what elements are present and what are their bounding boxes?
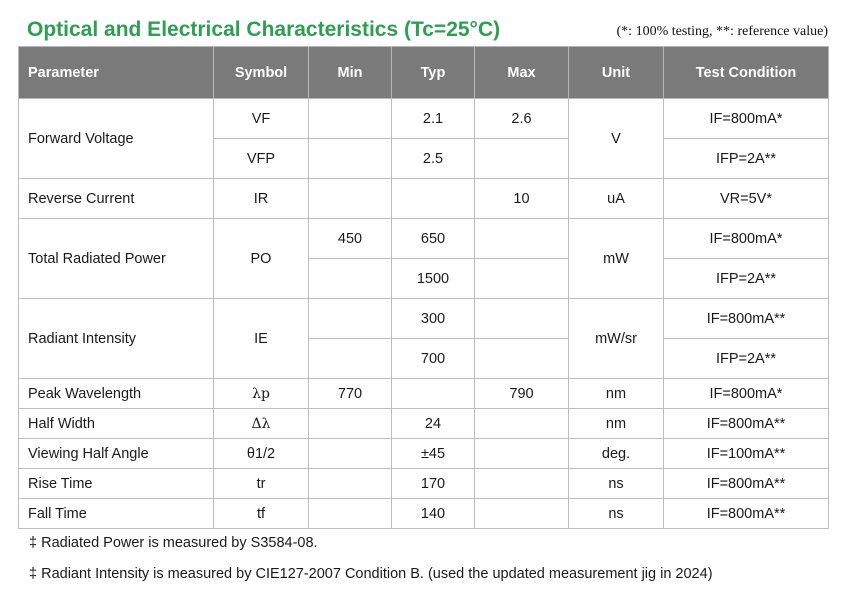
typ-cell: 650 — [392, 219, 475, 259]
max-cell — [475, 409, 569, 439]
max-cell: 790 — [475, 379, 569, 409]
unit-cell: ns — [569, 499, 664, 529]
table-row — [19, 99, 829, 139]
symbol-cell: λp — [214, 379, 309, 409]
max-cell — [475, 299, 569, 339]
condition-cell: IFP=2A** — [664, 339, 829, 379]
characteristics-table — [18, 46, 829, 529]
table-row — [19, 379, 829, 409]
condition-cell: IFP=2A** — [664, 259, 829, 299]
min-cell — [309, 299, 392, 339]
min-cell — [309, 439, 392, 469]
condition-cell: IFP=2A** — [664, 139, 829, 179]
page-title: Optical and Electrical Characteristics (Tc=25°C) — [27, 18, 501, 41]
parameter-cell: Half Width — [19, 409, 214, 439]
symbol-cell: VFP — [214, 139, 309, 179]
typ-cell — [392, 379, 475, 409]
symbol-cell: θ1/2 — [214, 439, 309, 469]
table-header-row — [19, 47, 829, 99]
typ-cell: 300 — [392, 299, 475, 339]
table-row — [19, 469, 829, 499]
typ-cell: 700 — [392, 339, 475, 379]
min-cell — [309, 339, 392, 379]
symbol-cell: IE — [214, 299, 309, 379]
max-cell — [475, 339, 569, 379]
header-symbol: Symbol — [214, 47, 309, 99]
header-min: Min — [309, 47, 392, 99]
min-cell — [309, 139, 392, 179]
min-cell — [309, 99, 392, 139]
typ-cell: 1500 — [392, 259, 475, 299]
header-max: Max — [475, 47, 569, 99]
footnote-radiated-power: ‡ Radiated Power is measured by S3584-08. — [29, 535, 318, 551]
header-unit: Unit — [569, 47, 664, 99]
symbol-cell: PO — [214, 219, 309, 299]
typ-cell: 24 — [392, 409, 475, 439]
typ-cell: 140 — [392, 499, 475, 529]
typ-cell: 170 — [392, 469, 475, 499]
parameter-cell: Fall Time — [19, 499, 214, 529]
min-cell — [309, 409, 392, 439]
condition-cell: IF=800mA** — [664, 499, 829, 529]
unit-cell: ns — [569, 469, 664, 499]
condition-cell: IF=100mA** — [664, 439, 829, 469]
parameter-cell: Total Radiated Power — [19, 219, 214, 299]
min-cell: 450 — [309, 219, 392, 259]
min-cell: 770 — [309, 379, 392, 409]
unit-cell: nm — [569, 409, 664, 439]
unit-cell: uA — [569, 179, 664, 219]
header-test-condition: Test Condition — [664, 47, 829, 99]
parameter-cell: Forward Voltage — [19, 99, 214, 179]
max-cell: 10 — [475, 179, 569, 219]
condition-cell: IF=800mA* — [664, 99, 829, 139]
table-row — [19, 409, 829, 439]
symbol-cell: tf — [214, 499, 309, 529]
testing-note: (*: 100% testing, **: reference value) — [616, 24, 828, 39]
min-cell — [309, 499, 392, 529]
table-row — [19, 219, 829, 259]
symbol-cell: Δλ — [214, 409, 309, 439]
condition-cell: IF=800mA** — [664, 299, 829, 339]
symbol-cell: tr — [214, 469, 309, 499]
parameter-cell: Radiant Intensity — [19, 299, 214, 379]
parameter-cell: Viewing Half Angle — [19, 439, 214, 469]
unit-cell: deg. — [569, 439, 664, 469]
max-cell — [475, 259, 569, 299]
unit-cell: V — [569, 99, 664, 179]
symbol-cell: IR — [214, 179, 309, 219]
max-cell — [475, 469, 569, 499]
symbol-cell: VF — [214, 99, 309, 139]
condition-cell: IF=800mA* — [664, 379, 829, 409]
footnote-radiant-intensity: ‡ Radiant Intensity is measured by CIE127-2007 Condition B. (used the updated measurement jig in 2024) — [29, 566, 713, 582]
min-cell — [309, 469, 392, 499]
typ-cell: 2.1 — [392, 99, 475, 139]
parameter-cell: Reverse Current — [19, 179, 214, 219]
table-row — [19, 179, 829, 219]
typ-cell — [392, 179, 475, 219]
condition-cell: IF=800mA** — [664, 409, 829, 439]
condition-cell: IF=800mA* — [664, 219, 829, 259]
max-cell — [475, 499, 569, 529]
min-cell — [309, 259, 392, 299]
parameter-cell: Peak Wavelength — [19, 379, 214, 409]
unit-cell: nm — [569, 379, 664, 409]
table-row — [19, 439, 829, 469]
table-row — [19, 499, 829, 529]
min-cell — [309, 179, 392, 219]
condition-cell: VR=5V* — [664, 179, 829, 219]
typ-cell: ±45 — [392, 439, 475, 469]
typ-cell: 2.5 — [392, 139, 475, 179]
condition-cell: IF=800mA** — [664, 469, 829, 499]
header-typ: Typ — [392, 47, 475, 99]
max-cell — [475, 219, 569, 259]
parameter-cell: Rise Time — [19, 469, 214, 499]
max-cell — [475, 439, 569, 469]
header-parameter: Parameter — [19, 47, 214, 99]
max-cell — [475, 139, 569, 179]
unit-cell: mW/sr — [569, 299, 664, 379]
table-row — [19, 299, 829, 339]
unit-cell: mW — [569, 219, 664, 299]
max-cell: 2.6 — [475, 99, 569, 139]
